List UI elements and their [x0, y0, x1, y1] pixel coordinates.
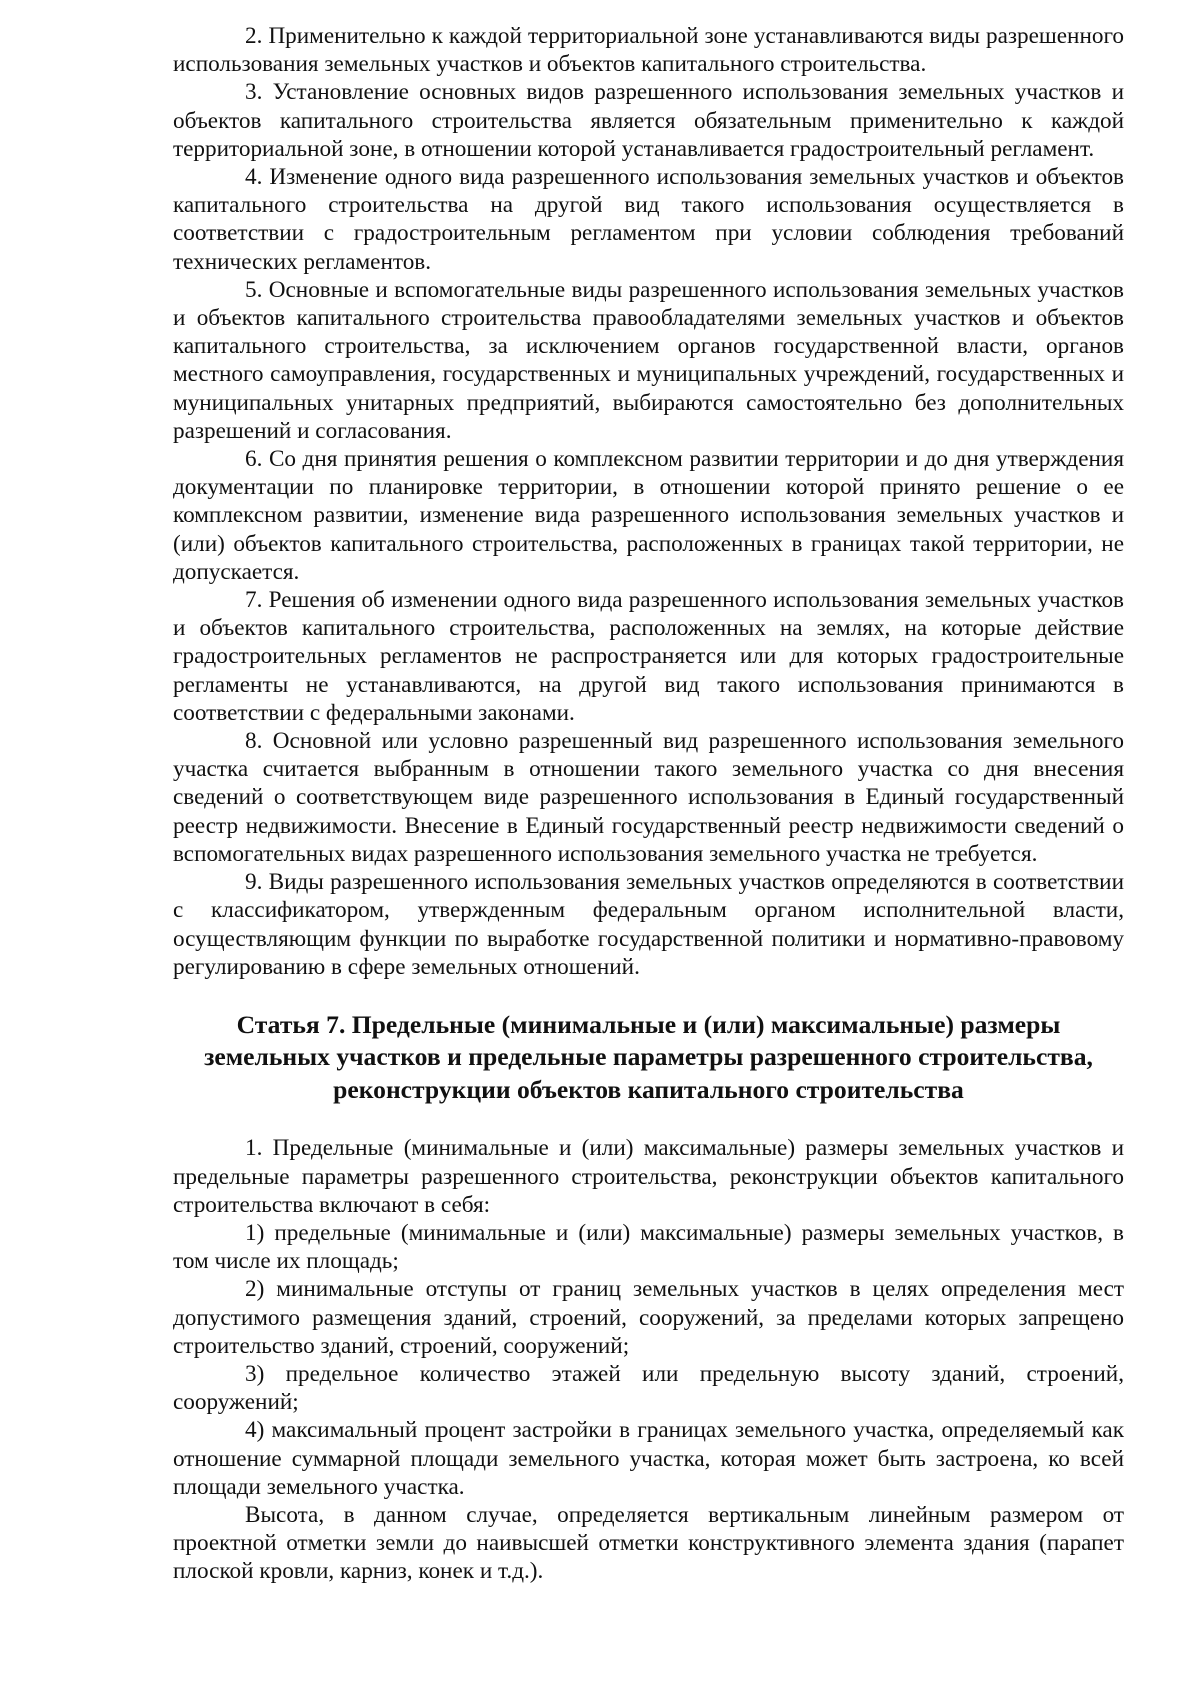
- paragraph-item-5: 5. Основные и вспомогательные виды разрешенного использования земельных участков и объектов капитального строительства правообладателями земельных участков и объектов капитального строительства, за исключением органов государственной власти, органов местного самоуправления, государственных и муниципальных учреждений, государственных и муниципальных унитарных предприятий, выбираются самостоятельно без дополнительных разрешений и согласования.: [173, 276, 1124, 444]
- paragraph-item-4: 4. Изменение одного вида разрешенного использования земельных участков и объектов капитального строительства на другой вид такого использования осуществляется в соответствии с градостроительным регламентом при условии соблюдения требований технических регламентов.: [173, 164, 1124, 275]
- article-7-subitem-4: 4) максимальный процент застройки в границах земельного участка, определяемый как отношение суммарной площади земельного участка, которая может быть застроена, ко всей площади земельного участка.: [173, 1417, 1124, 1500]
- paragraph-item-3: 3. Установление основных видов разрешенного использования земельных участков и объектов капитального строительства является обязательным применительно к каждой территориальной зоне, в отношении которой устанавливается градостроительный регламент.: [173, 79, 1124, 162]
- article-7-heading: Статья 7. Предельные (минимальные и (или) максимальные) размеры земельных участков и предельные параметры разрешенного строительства, реконструкции объектов капитального строительства: [204, 1009, 1093, 1104]
- paragraph-item-6: 6. Со дня принятия решения о комплексном развитии территории и до дня утверждения документации по планировке территории, в отношении которой принято решение о ее комплексном развитии, изменение вида разрешенного использования земельных участков и (или) объектов капитального строительства, расположенных в границах такой территории, не допускается.: [173, 446, 1124, 585]
- paragraph-item-7: 7. Решения об изменении одного вида разрешенного использования земельных участков и объектов капитального строительства, расположенных на землях, на которые действие градостроительных регламентов не распространяется или для которых градостроительные регламенты не устанавливаются, на другой вид такого использования принимаются в соответствии с федеральными законами.: [173, 587, 1124, 726]
- article-7-paragraph-1: 1. Предельные (минимальные и (или) максимальные) размеры земельных участков и предельные параметры разрешенного строительства, реконструкции объектов капитального строительства включают в себя:: [173, 1135, 1124, 1218]
- article-7-subitem-2: 2) минимальные отступы от границ земельных участков в целях определения мест допустимого размещения зданий, строений, сооружений, за пределами которых запрещено строительство зданий, строений, сооружений;: [173, 1276, 1124, 1359]
- paragraph-item-9: 9. Виды разрешенного использования земельных участков определяются в соответствии с классификатором, утвержденным федеральным органом исполнительной власти, осуществляющим функции по выработке государственной политики и нормативно-правовому регулированию в сфере земельных отношений.: [173, 869, 1124, 980]
- paragraph-item-2: 2. Применительно к каждой территориальной зоне устанавливаются виды разрешенного использования земельных участков и объектов капитального строительства.: [173, 23, 1124, 78]
- article-7-subitem-1: 1) предельные (минимальные и (или) максимальные) размеры земельных участков, в том числе их площадь;: [173, 1220, 1124, 1275]
- paragraph-item-8: 8. Основной или условно разрешенный вид разрешенного использования земельного участка считается выбранным в отношении такого земельного участка со дня внесения сведений о соответствующем виде разрешенного использования в Единый государственный реестр недвижимости. Внесение в Единый государственный реестр недвижимости сведений о вспомогательных видах разрешенного использования земельного участка не требуется.: [173, 728, 1124, 867]
- article-7-height-note: Высота, в данном случае, определяется вертикальным линейным размером от проектной отметки земли до наивысшей отметки конструктивного элемента здания (парапет плоской кровли, карниз, конек и т.д.).: [173, 1502, 1124, 1585]
- document-page: [173, 22, 1124, 1586]
- article-7-subitem-3: 3) предельное количество этажей или предельную высоту зданий, строений, сооружений;: [173, 1361, 1124, 1416]
